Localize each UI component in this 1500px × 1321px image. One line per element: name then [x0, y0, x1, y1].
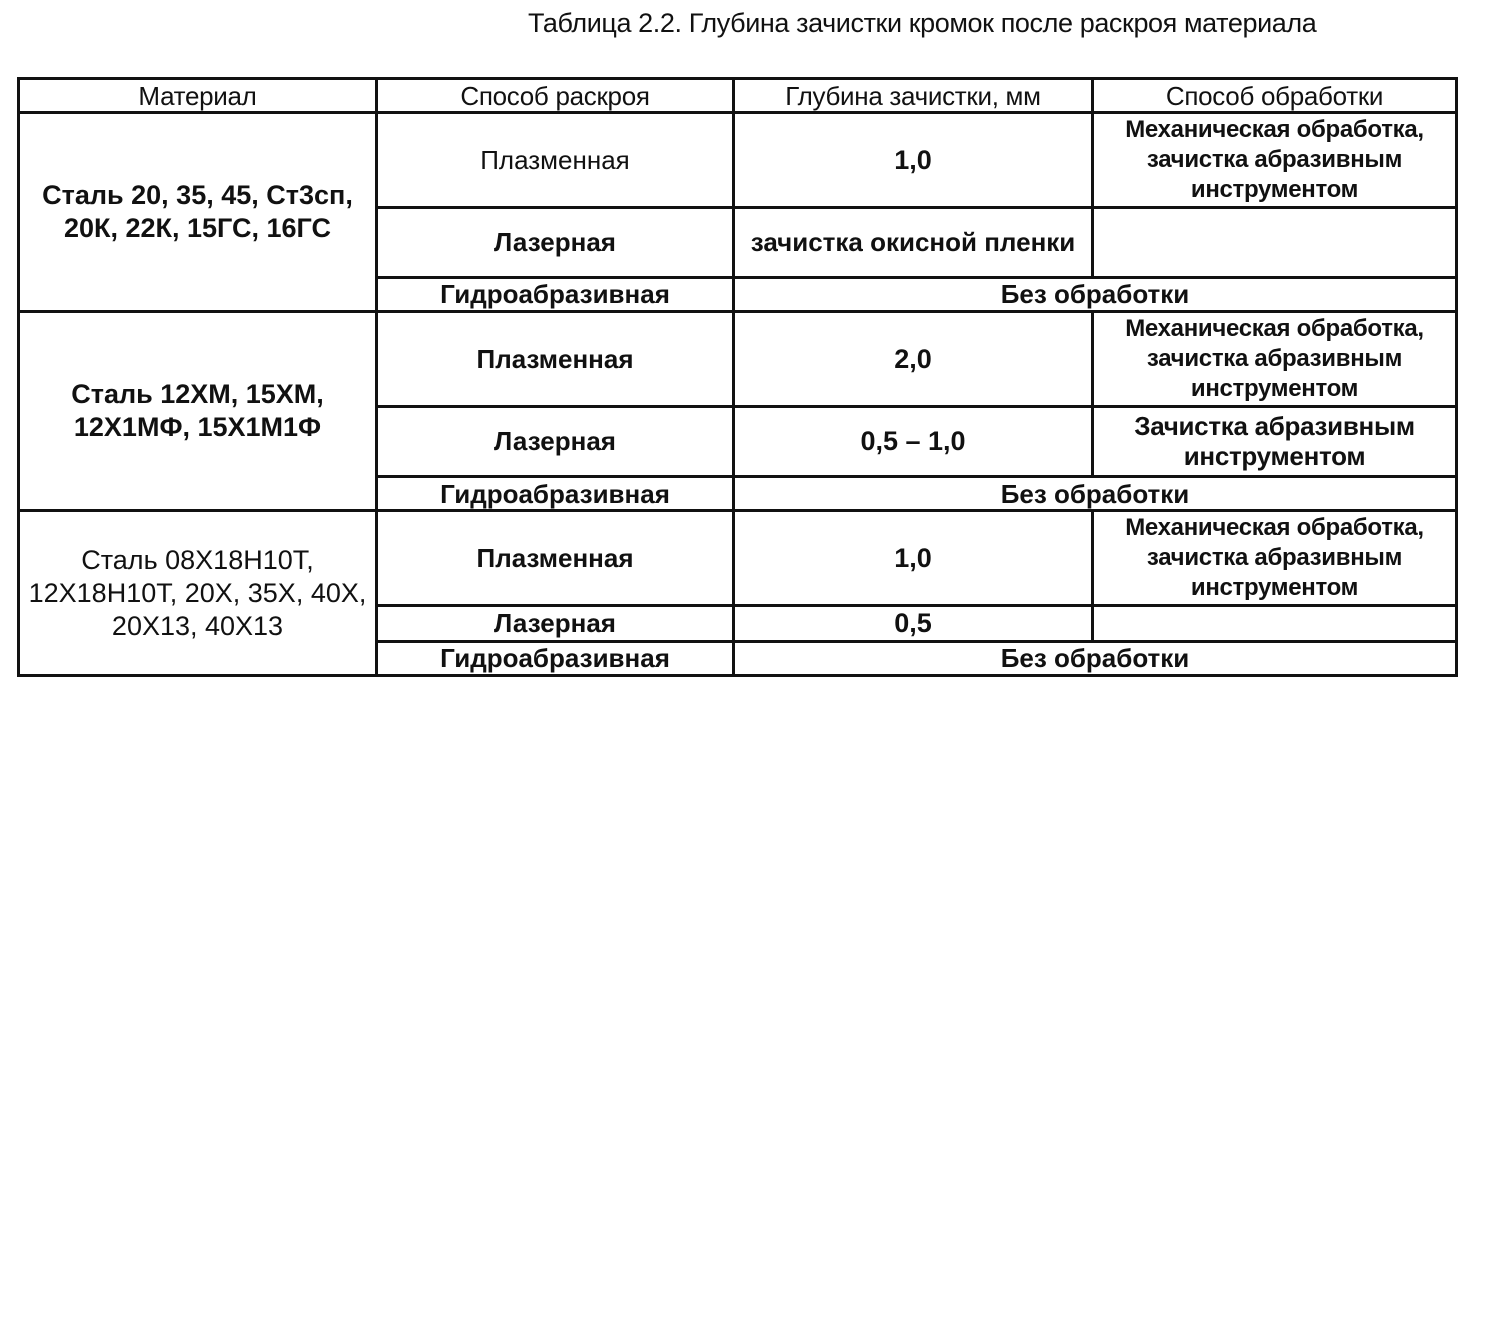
- table-row: [19, 312, 1457, 407]
- combined-depth-processing-cell: Без обработки: [734, 277, 1457, 311]
- cleaning-depth-cell: 0,5 – 1,0: [734, 406, 1093, 476]
- table-caption: Таблица 2.2. Глубина зачистки кромок после раскроя материала: [528, 8, 1317, 38]
- processing-method-cell: Механическая обработка, зачистка абразивным инструментом: [1093, 511, 1457, 606]
- header-cutting-method: Способ раскроя: [377, 79, 734, 113]
- cleaning-depth-cell: 2,0: [734, 312, 1093, 407]
- edge-cleaning-table: [17, 77, 1458, 677]
- header-processing-method: Способ обработки: [1093, 79, 1457, 113]
- combined-depth-processing-cell: Без обработки: [734, 641, 1457, 675]
- cleaning-depth-cell: 1,0: [734, 511, 1093, 606]
- cleaning-depth-cell: 1,0: [734, 113, 1093, 208]
- header-row: [19, 79, 1457, 113]
- material-cell: Сталь 08Х18Н10Т, 12Х18Н10Т, 20Х, 35Х, 40Х, 20Х13, 40Х13: [19, 511, 377, 676]
- cutting-method-cell: Лазерная: [377, 406, 734, 476]
- material-cell: Сталь 12ХМ, 15ХМ, 12Х1МФ, 15Х1М1Ф: [19, 312, 377, 511]
- processing-method-cell: Механическая обработка, зачистка абразивным инструментом: [1093, 312, 1457, 407]
- processing-method-cell: Зачистка абразивным инструментом: [1093, 406, 1457, 476]
- header-material: Материал: [19, 79, 377, 113]
- cutting-method-cell: Плазменная: [377, 511, 734, 606]
- header-cleaning-depth: Глубина зачистки, мм: [734, 79, 1093, 113]
- combined-depth-processing-cell: Без обработки: [734, 476, 1457, 510]
- cleaning-depth-cell: зачистка окисной пленки: [734, 207, 1093, 277]
- material-cell: Сталь 20, 35, 45, Ст3сп, 20К, 22К, 15ГС, 16ГС: [19, 113, 377, 312]
- processing-method-cell: Механическая обработка, зачистка абразивным инструментом: [1093, 113, 1457, 208]
- cutting-method-cell: Плазменная: [377, 113, 734, 208]
- cutting-method-cell: Плазменная: [377, 312, 734, 407]
- cutting-method-cell: Гидроабразивная: [377, 641, 734, 675]
- cutting-method-cell: Гидроабразивная: [377, 476, 734, 510]
- cutting-method-cell: Лазерная: [377, 605, 734, 641]
- cleaning-depth-cell: 0,5: [734, 605, 1093, 641]
- cutting-method-cell: Гидроабразивная: [377, 277, 734, 311]
- processing-method-cell: [1093, 207, 1457, 277]
- processing-method-cell: [1093, 605, 1457, 641]
- table-row: [19, 511, 1457, 606]
- cutting-method-cell: Лазерная: [377, 207, 734, 277]
- table-row: [19, 113, 1457, 208]
